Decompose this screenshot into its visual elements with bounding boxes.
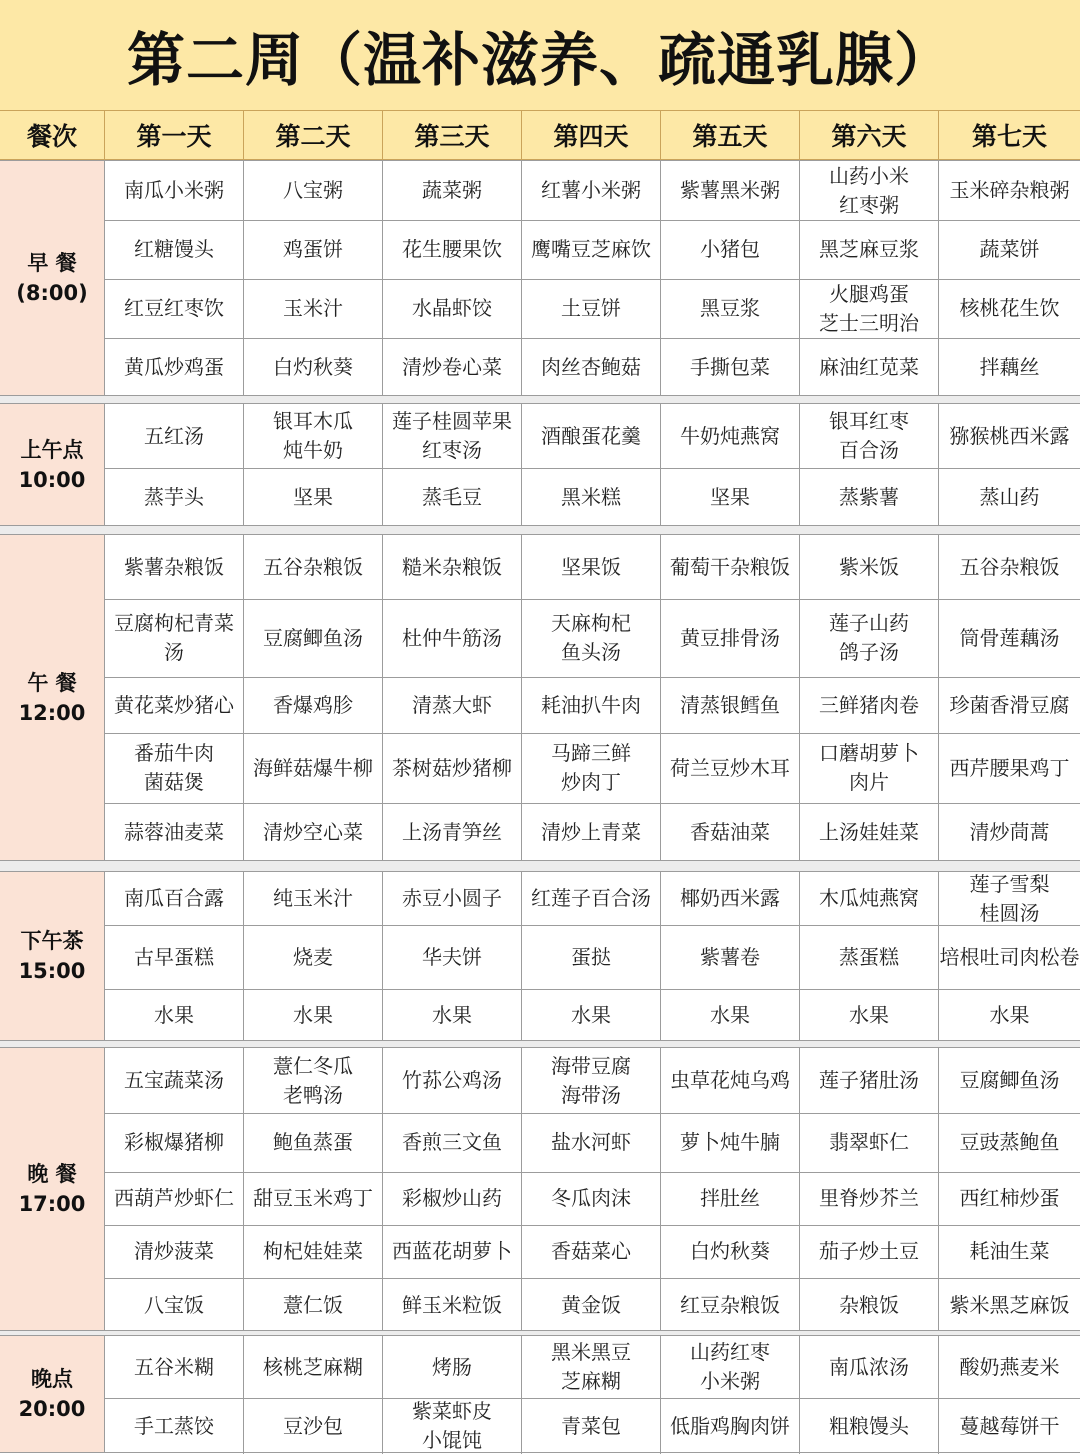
dish-cell: 豆腐枸杞青菜汤 bbox=[105, 599, 244, 677]
dish-cell: 红糖馒头 bbox=[105, 220, 244, 279]
meal-name: 晚 餐 bbox=[27, 1162, 77, 1186]
dish-cell: 翡翠虾仁 bbox=[800, 1113, 939, 1172]
meal-name: 早 餐 bbox=[27, 251, 77, 275]
dish-cell: 黑米糕 bbox=[522, 468, 661, 527]
dish-cell: 红豆杂粮饭 bbox=[661, 1278, 800, 1332]
dish-cell: 海带豆腐 海带汤 bbox=[522, 1048, 661, 1113]
meal-label bbox=[0, 535, 105, 860]
meal-name: 上午点 bbox=[20, 437, 84, 462]
meal-time: 17:00 bbox=[18, 1192, 86, 1216]
dish-cell: 白灼秋葵 bbox=[244, 338, 383, 397]
table-row bbox=[105, 599, 1080, 678]
dish-cell: 白灼秋葵 bbox=[661, 1225, 800, 1278]
table-row bbox=[105, 1278, 1080, 1332]
dish-cell: 豆腐鲫鱼汤 bbox=[244, 599, 383, 677]
header-day-2: 第二天 bbox=[244, 111, 383, 159]
dish-cell: 黄花菜炒猪心 bbox=[105, 677, 244, 733]
dish-cell: 五谷杂粮饭 bbox=[244, 535, 383, 599]
table-row bbox=[105, 1398, 1080, 1454]
table-row bbox=[105, 1225, 1080, 1279]
dish-cell: 红薯小米粥 bbox=[522, 161, 661, 220]
dish-cell: 玉米汁 bbox=[244, 279, 383, 338]
dish-cell: 鲍鱼蒸蛋 bbox=[244, 1113, 383, 1172]
dish-cell: 手工蒸饺 bbox=[105, 1398, 244, 1454]
table-row bbox=[105, 220, 1080, 280]
meal-time: 10:00 bbox=[18, 467, 86, 492]
dish-cell: 银耳红枣 百合汤 bbox=[800, 404, 939, 468]
dish-cell: 银耳木瓜 炖牛奶 bbox=[244, 404, 383, 468]
dish-cell: 红莲子百合汤 bbox=[522, 872, 661, 925]
dish-cell: 莲子雪梨 桂圆汤 bbox=[969, 872, 1050, 925]
dish-cell: 水果 bbox=[989, 1003, 1030, 1027]
dish-cell: 黄豆排骨汤 bbox=[661, 599, 800, 677]
dish-cell: 花生腰果饮 bbox=[383, 220, 522, 279]
dish-cell: 海鲜菇爆牛柳 bbox=[244, 733, 383, 803]
dish-cell: 火腿鸡蛋 芝士三明治 bbox=[800, 279, 939, 338]
dish-cell: 烤肠 bbox=[383, 1336, 522, 1398]
dish-cell: 荷兰豆炒木耳 bbox=[661, 733, 800, 803]
dish-cell: 彩椒爆猪柳 bbox=[105, 1113, 244, 1172]
dish-cell: 牛奶炖燕窝 bbox=[661, 404, 800, 468]
dish-cell: 古早蛋糕 bbox=[105, 925, 244, 989]
dish-cell: 莲子山药 鸽子汤 bbox=[800, 599, 939, 677]
dish-cell: 肉丝杏鲍菇 bbox=[522, 338, 661, 397]
dish-cell: 土豆饼 bbox=[522, 279, 661, 338]
dish-cell: 青菜包 bbox=[522, 1398, 661, 1454]
dish-cell: 耗油生菜 bbox=[969, 1239, 1050, 1263]
dish-cell: 清炒卷心菜 bbox=[383, 338, 522, 397]
dish-cell: 鹰嘴豆芝麻饮 bbox=[522, 220, 661, 279]
dish-cell: 黄瓜炒鸡蛋 bbox=[105, 338, 244, 397]
dish-cell: 马蹄三鲜 炒肉丁 bbox=[522, 733, 661, 803]
meal-label bbox=[0, 404, 105, 525]
dish-cell: 酸奶燕麦米 bbox=[959, 1354, 1060, 1379]
dish-cell: 玉米碎杂粮粥 bbox=[949, 178, 1070, 202]
dish-cell: 茶树菇炒猪柳 bbox=[383, 733, 522, 803]
table-row bbox=[105, 733, 1080, 804]
dish-cell: 杜仲牛筋汤 bbox=[383, 599, 522, 677]
dish-cell: 紫米黑芝麻饭 bbox=[949, 1292, 1070, 1317]
dish-cell: 甜豆玉米鸡丁 bbox=[244, 1172, 383, 1225]
dish-cell: 蔓越莓饼干 bbox=[959, 1413, 1060, 1438]
dish-cell: 华夫饼 bbox=[383, 925, 522, 989]
dish-cell: 蒜蓉油麦菜 bbox=[105, 803, 244, 862]
meal-section bbox=[0, 534, 1080, 861]
dish-cell: 紫米饭 bbox=[800, 535, 939, 599]
dish-cell: 鲜玉米粒饭 bbox=[383, 1278, 522, 1332]
dish-cell: 水果 bbox=[383, 989, 522, 1042]
dish-cell: 豆豉蒸鲍鱼 bbox=[959, 1130, 1060, 1154]
dish-cell: 耗油扒牛肉 bbox=[522, 677, 661, 733]
dish-cell: 五谷杂粮饭 bbox=[959, 554, 1060, 579]
dish-cell: 坚果 bbox=[661, 468, 800, 527]
dish-cell: 天麻枸杞 鱼头汤 bbox=[522, 599, 661, 677]
dish-cell: 水果 bbox=[522, 989, 661, 1042]
dish-cell: 糙米杂粮饭 bbox=[383, 535, 522, 599]
dish-cell: 核桃花生饮 bbox=[959, 296, 1060, 320]
table-row bbox=[105, 803, 1080, 862]
dish-cell: 南瓜小米粥 bbox=[105, 161, 244, 220]
dish-cell: 黄金饭 bbox=[522, 1278, 661, 1332]
dish-cell: 蒸蛋糕 bbox=[800, 925, 939, 989]
dish-cell: 冬瓜肉沫 bbox=[522, 1172, 661, 1225]
table-row bbox=[105, 677, 1080, 734]
table-row bbox=[105, 279, 1080, 339]
dish-cell: 清炒上青菜 bbox=[522, 803, 661, 862]
table-row bbox=[105, 1048, 1080, 1114]
dish-cell: 蒸芋头 bbox=[105, 468, 244, 527]
dish-cell: 西芹腰果鸡丁 bbox=[949, 755, 1070, 780]
table-row bbox=[105, 1336, 1080, 1399]
meal-section bbox=[0, 403, 1080, 526]
dish-cell: 木瓜炖燕窝 bbox=[800, 872, 939, 925]
header-day-5: 第五天 bbox=[661, 111, 800, 159]
dish-cell: 五宝蔬菜汤 bbox=[105, 1048, 244, 1113]
dish-cell: 水果 bbox=[244, 989, 383, 1042]
meal-section bbox=[0, 160, 1080, 396]
dish-cell: 椰奶西米露 bbox=[661, 872, 800, 925]
dish-cell: 香煎三文鱼 bbox=[383, 1113, 522, 1172]
dish-cell: 猕猴桃西米露 bbox=[949, 423, 1070, 448]
dish-cell: 粗粮馒头 bbox=[800, 1398, 939, 1454]
dish-cell: 葡萄干杂粮饭 bbox=[661, 535, 800, 599]
dish-cell: 黑芝麻豆浆 bbox=[800, 220, 939, 279]
dish-cell: 纯玉米汁 bbox=[244, 872, 383, 925]
dish-cell: 西红柿炒蛋 bbox=[959, 1186, 1060, 1210]
dish-cell: 赤豆小圆子 bbox=[383, 872, 522, 925]
meal-name: 午 餐 bbox=[27, 670, 77, 695]
dish-cell: 豆腐鲫鱼汤 bbox=[959, 1068, 1060, 1092]
dish-cell: 黑米黑豆 芝麻糊 bbox=[522, 1336, 661, 1398]
dish-cell: 清炒空心菜 bbox=[244, 803, 383, 862]
dish-cell: 莲子桂圆苹果 红枣汤 bbox=[383, 404, 522, 468]
dish-cell: 水果 bbox=[105, 989, 244, 1042]
meal-name: 下午茶 bbox=[20, 929, 84, 953]
dish-cell: 紫薯杂粮饭 bbox=[105, 535, 244, 599]
table-row bbox=[105, 1113, 1080, 1173]
dish-cell: 香菇油菜 bbox=[661, 803, 800, 862]
dish-cell: 拌肚丝 bbox=[661, 1172, 800, 1225]
header-day-1: 第一天 bbox=[105, 111, 244, 159]
header-day-6: 第六天 bbox=[800, 111, 939, 159]
meal-label bbox=[0, 872, 105, 1040]
table-row bbox=[105, 404, 1080, 469]
dish-cell: 南瓜浓汤 bbox=[800, 1336, 939, 1398]
dish-cell: 豆沙包 bbox=[244, 1398, 383, 1454]
dish-cell: 麻油红苋菜 bbox=[800, 338, 939, 397]
dish-cell: 清蒸大虾 bbox=[383, 677, 522, 733]
meal-name: 晚点 bbox=[31, 1367, 73, 1391]
dish-cell: 筒骨莲藕汤 bbox=[959, 625, 1060, 650]
dish-cell: 蔬菜粥 bbox=[383, 161, 522, 220]
header-day-7: 第七天 bbox=[971, 122, 1047, 151]
dish-cell: 竹荪公鸡汤 bbox=[383, 1048, 522, 1113]
dish-cell: 薏仁饭 bbox=[244, 1278, 383, 1332]
dish-cell: 清炒菠菜 bbox=[105, 1225, 244, 1278]
dish-cell: 手撕包菜 bbox=[661, 338, 800, 397]
dish-cell: 枸杞娃娃菜 bbox=[244, 1225, 383, 1278]
dish-cell: 上汤娃娃菜 bbox=[800, 803, 939, 862]
section-divider bbox=[0, 861, 1080, 871]
dish-cell: 茄子炒土豆 bbox=[800, 1225, 939, 1278]
meal-section bbox=[0, 1047, 1080, 1331]
dish-cell: 番茄牛肉 菌菇煲 bbox=[105, 733, 244, 803]
dish-cell: 彩椒炒山药 bbox=[383, 1172, 522, 1225]
dish-cell: 香爆鸡胗 bbox=[244, 677, 383, 733]
dish-cell: 红豆红枣饮 bbox=[105, 279, 244, 338]
table-header bbox=[0, 110, 1080, 160]
dish-cell: 蔬菜饼 bbox=[979, 237, 1040, 261]
dish-cell: 八宝粥 bbox=[244, 161, 383, 220]
dish-cell: 坚果 bbox=[244, 468, 383, 527]
section-divider bbox=[0, 526, 1080, 534]
dish-cell: 水果 bbox=[661, 989, 800, 1042]
table-row bbox=[105, 989, 1080, 1042]
table-row bbox=[105, 161, 1080, 221]
dish-cell: 紫菜虾皮 小馄饨 bbox=[383, 1398, 522, 1454]
meal-section bbox=[0, 1335, 1080, 1453]
dish-cell: 珍菌香滑豆腐 bbox=[949, 692, 1070, 717]
meal-section bbox=[0, 871, 1080, 1041]
dish-cell: 培根吐司肉松卷 bbox=[939, 944, 1080, 969]
dish-cell: 蛋挞 bbox=[522, 925, 661, 989]
dish-cell: 山药红枣 小米粥 bbox=[661, 1336, 800, 1398]
header-day-4: 第四天 bbox=[522, 111, 661, 159]
dish-cell: 盐水河虾 bbox=[522, 1113, 661, 1172]
section-divider bbox=[0, 396, 1080, 403]
dish-cell: 八宝饭 bbox=[105, 1278, 244, 1332]
dish-cell: 莲子猪肚汤 bbox=[800, 1048, 939, 1113]
dish-cell: 烧麦 bbox=[244, 925, 383, 989]
dish-cell: 清蒸银鳕鱼 bbox=[661, 677, 800, 733]
header-meal: 餐次 bbox=[0, 111, 105, 159]
dish-cell: 清炒茼蒿 bbox=[969, 820, 1050, 844]
meal-time: 20:00 bbox=[18, 1397, 86, 1421]
table-row bbox=[105, 872, 1080, 926]
dish-cell: 鸡蛋饼 bbox=[244, 220, 383, 279]
dish-cell: 山药小米 红枣粥 bbox=[800, 161, 939, 220]
dish-cell: 酒酿蛋花羹 bbox=[522, 404, 661, 468]
table-row bbox=[105, 925, 1080, 990]
dish-cell: 小猪包 bbox=[661, 220, 800, 279]
dish-cell: 黑豆浆 bbox=[661, 279, 800, 338]
header-day-3: 第三天 bbox=[383, 111, 522, 159]
dish-cell: 紫薯黑米粥 bbox=[661, 161, 800, 220]
dish-cell: 薏仁冬瓜 老鸭汤 bbox=[244, 1048, 383, 1113]
dish-cell: 口蘑胡萝卜 肉片 bbox=[800, 733, 939, 803]
dish-cell: 坚果饭 bbox=[522, 535, 661, 599]
dish-cell: 蒸毛豆 bbox=[383, 468, 522, 527]
dish-cell: 里脊炒芥兰 bbox=[800, 1172, 939, 1225]
dish-cell: 南瓜百合露 bbox=[105, 872, 244, 925]
table-row bbox=[105, 468, 1080, 527]
table-row bbox=[105, 535, 1080, 600]
dish-cell: 五谷米糊 bbox=[105, 1336, 244, 1398]
dish-cell: 低脂鸡胸肉饼 bbox=[661, 1398, 800, 1454]
meal-label bbox=[0, 1336, 105, 1452]
table-row bbox=[105, 1172, 1080, 1226]
dish-cell: 拌藕丝 bbox=[979, 355, 1040, 379]
meal-label bbox=[0, 161, 105, 395]
dish-cell: 蒸紫薯 bbox=[800, 468, 939, 527]
dish-cell: 杂粮饭 bbox=[800, 1278, 939, 1332]
dish-cell: 五红汤 bbox=[105, 404, 244, 468]
dish-cell: 水果 bbox=[800, 989, 939, 1042]
meal-time: 12:00 bbox=[18, 700, 86, 725]
meal-label bbox=[0, 1048, 105, 1330]
dish-cell: 西蓝花胡萝卜 bbox=[383, 1225, 522, 1278]
dish-cell: 萝卜炖牛腩 bbox=[661, 1113, 800, 1172]
dish-cell: 核桃芝麻糊 bbox=[244, 1336, 383, 1398]
dish-cell: 西葫芦炒虾仁 bbox=[105, 1172, 244, 1225]
dish-cell: 香菇菜心 bbox=[522, 1225, 661, 1278]
dish-cell: 上汤青笋丝 bbox=[383, 803, 522, 862]
table-row bbox=[105, 338, 1080, 397]
dish-cell: 三鲜猪肉卷 bbox=[800, 677, 939, 733]
page-title: 第二周（温补滋养、疏通乳腺） bbox=[0, 0, 1080, 110]
dish-cell: 虫草花炖乌鸡 bbox=[661, 1048, 800, 1113]
meal-time: 15:00 bbox=[18, 959, 86, 983]
dish-cell: 蒸山药 bbox=[979, 485, 1040, 509]
dish-cell: 紫薯卷 bbox=[661, 925, 800, 989]
meal-time: (8:00) bbox=[16, 281, 88, 305]
dish-cell: 水晶虾饺 bbox=[383, 279, 522, 338]
